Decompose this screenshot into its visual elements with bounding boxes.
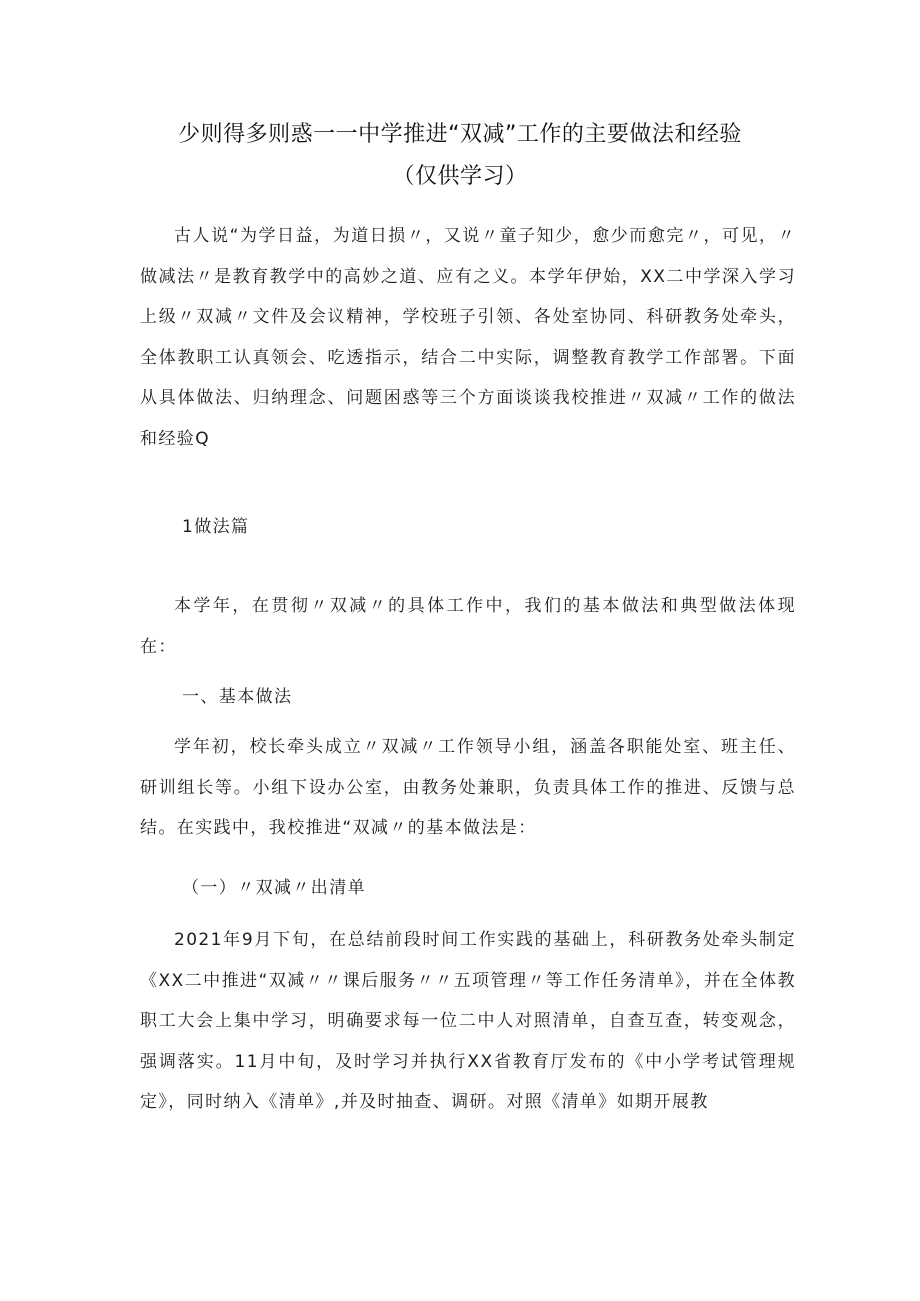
document-title: 少则得多则惑一一中学推进“双减”工作的主要做法和经验 (178, 122, 742, 147)
item-heading: （一）〃双减〃出清单 (182, 878, 366, 898)
intro-paragraph: 古人说“为学日益，为道日损〃，又说〃童子知少，愈少而愈完〃，可见，〃做减法〃是教育教学中的高妙之道、应有之义。本学年伊始，XX二中学深入学习上级〃双减〃文件及会议精神，学校班子引领、各处室协同、科研教务处牵头，全体教职工认真领会、吃透指示，结合二中实际，调整教育教学工作部署。下面从具体做法、归纳理念、问题困惑等三个方面谈谈我校推进〃双减〃工作的做法和经验Q (140, 226, 796, 449)
item-paragraph: 2021年9月下旬，在总结前段时间工作实践的基础上，科研教务处牵头制定《XX二中推进“双减〃〃课后服务〃〃五项管理〃等工作任务清单》，并在全体教职工大会上集中学习，明确要求每一位二中人对照清单，自查互查，转变观念，强调落实。11月中旬，及时学习并执行XX省教育厅发布的《中小学考试管理规定》，同时纳入《清单》,并及时抽查、调研。对照《清单》如期开展教 (140, 930, 796, 1113)
subsection-paragraph: 学年初，校长牵头成立〃双减〃工作领导小组，涵盖各职能处室、班主任、研训组长等。小组下设办公室，由教务处兼职，负责具体工作的推进、反馈与总结。在实践中，我校推进“双减〃的基本做法是： (140, 737, 796, 839)
document-subtitle: （仅供学习） (392, 164, 528, 189)
section-heading: 1做法篇 (182, 517, 250, 537)
subsection-heading: 一、基本做法 (182, 687, 293, 707)
section-intro-paragraph: 本学年，在贯彻〃双减〃的具体工作中，我们的基本做法和典型做法体现在： (140, 596, 796, 657)
